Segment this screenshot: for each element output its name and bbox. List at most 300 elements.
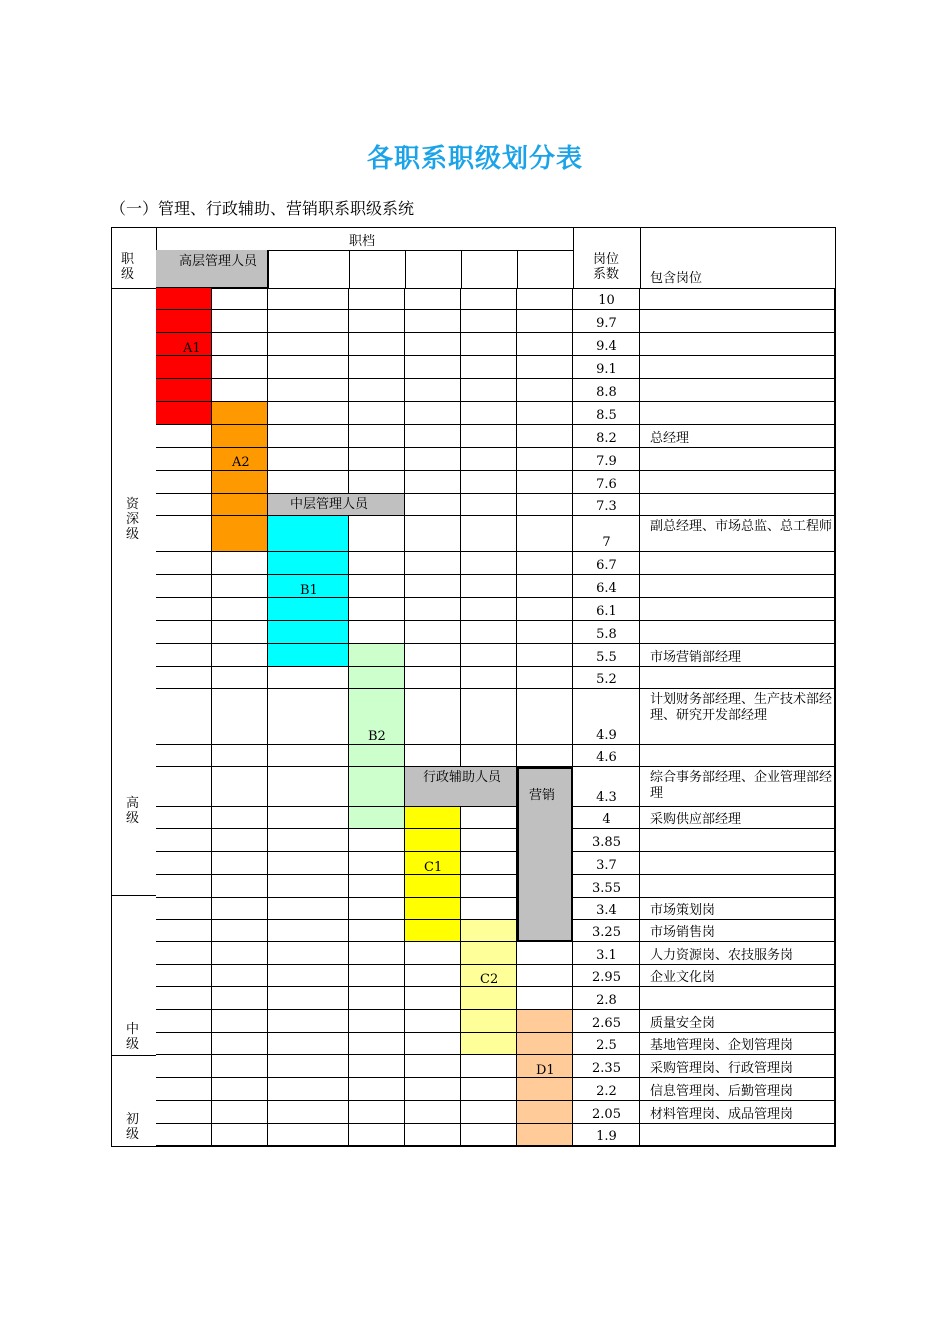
- grid-cell: [268, 1010, 349, 1033]
- grid-cell: [461, 448, 517, 471]
- grid-cell: [268, 471, 349, 494]
- grid-cell: [349, 516, 405, 552]
- coef-value: 8.8: [596, 385, 617, 400]
- grid-cell: [461, 745, 517, 767]
- band-row-line: [349, 806, 405, 807]
- grid-cell: [156, 1010, 212, 1033]
- grid-cell: [212, 310, 268, 333]
- grid-cell: [156, 689, 212, 745]
- grid-cell: [349, 1055, 405, 1078]
- band-row-line: [212, 470, 268, 471]
- band-row-line: [349, 666, 405, 667]
- grid-cell: [212, 1078, 268, 1101]
- grid-cell: [268, 745, 349, 767]
- grid-cell: [517, 402, 573, 425]
- position-list: 计划财务部经理、生产技术部经理、研究开发部经理: [650, 692, 833, 723]
- grid-cell: [156, 745, 212, 767]
- header-vline: [349, 250, 350, 288]
- coef-value: 4.9: [596, 728, 617, 743]
- level-chuji: 初 级: [126, 1112, 140, 1142]
- header-positions-label: 包含岗位: [650, 271, 703, 286]
- coef-value: 2.5: [596, 1038, 617, 1053]
- grid-cell: [517, 987, 573, 1010]
- grid-cell: [349, 552, 405, 575]
- header-vline: [517, 250, 518, 288]
- grid-cell: [405, 1010, 461, 1033]
- grid-cell: [461, 310, 517, 333]
- band-row-line: [268, 551, 349, 552]
- grid-cell: [640, 621, 835, 644]
- grid-cell: [517, 516, 573, 552]
- coef-value: 7: [602, 535, 611, 550]
- grid-cell: [405, 965, 461, 987]
- grid-cell: [156, 471, 212, 494]
- page-title: 各职系职级划分表: [366, 144, 583, 174]
- band-c1-label: C1: [424, 860, 443, 875]
- band-row-line: [268, 643, 349, 644]
- coef-value: 1.9: [596, 1129, 617, 1144]
- band-row-line: [405, 919, 461, 920]
- grid-cell: [405, 745, 461, 767]
- grid-cell: [517, 494, 573, 516]
- grid-cell: [349, 852, 405, 875]
- coef-value: 9.7: [596, 316, 617, 331]
- grid-cell: [640, 829, 835, 852]
- grid-cell: [156, 494, 212, 516]
- grid-cell: [268, 767, 349, 807]
- grid-cell: [268, 1055, 349, 1078]
- grid-cell: [212, 745, 268, 767]
- grid-cell: [156, 516, 212, 552]
- grid-cell: [349, 575, 405, 598]
- band-row-line: [212, 424, 268, 425]
- band-d1-cell: [517, 1010, 573, 1146]
- grid-cell: [349, 1010, 405, 1033]
- grid-cell: [268, 1101, 349, 1124]
- coef-value: 5.8: [596, 627, 617, 642]
- band-a1-label: A1: [183, 341, 201, 356]
- grid-cell: [461, 379, 517, 402]
- coef-value: 5.5: [596, 650, 617, 665]
- band-row-line: [212, 493, 268, 494]
- coef-value: 6.1: [596, 604, 617, 619]
- grid-cell: [517, 356, 573, 379]
- level-gaoji: 高 级: [126, 796, 140, 826]
- coef-value: 9.1: [596, 362, 617, 377]
- grid-cell: [517, 448, 573, 471]
- grid-cell: [349, 1078, 405, 1101]
- grid-cell: [517, 689, 573, 745]
- grid-cell: [640, 1124, 835, 1146]
- grid-cell: [640, 552, 835, 575]
- grid-cell: [212, 288, 268, 310]
- coef-value: 7.3: [596, 499, 617, 514]
- header-vline: [405, 250, 406, 288]
- grid-cell: [268, 379, 349, 402]
- grid-cell: [517, 288, 573, 310]
- grid-cell: [405, 1033, 461, 1055]
- band-d1-label: D1: [536, 1063, 555, 1078]
- grid-cell: [461, 852, 517, 875]
- position-list: 基地管理岗、企划管理岗: [650, 1038, 794, 1053]
- grid-cell: [349, 1124, 405, 1146]
- grid-cell: [405, 425, 461, 448]
- coef-value: 2.05: [592, 1107, 621, 1122]
- grid-cell: [461, 1055, 517, 1078]
- level-sep: [111, 895, 156, 896]
- grid-cell: [405, 471, 461, 494]
- coef-value: 3.1: [596, 948, 617, 963]
- band-row-line: [349, 766, 405, 767]
- grid-cell: [405, 575, 461, 598]
- grid-cell: [156, 425, 212, 448]
- grid-cell: [349, 1101, 405, 1124]
- grid-cell: [268, 356, 349, 379]
- grid-cell: [640, 575, 835, 598]
- grid-cell: [156, 575, 212, 598]
- coef-value: 8.5: [596, 408, 617, 423]
- grid-cell: [517, 745, 573, 767]
- grid-cell: [212, 767, 268, 807]
- position-list: 综合事务部经理、企业管理部经理: [650, 770, 833, 801]
- grid-cell: [405, 689, 461, 745]
- grid-cell: [461, 1101, 517, 1124]
- grid-cell: [156, 852, 212, 875]
- grid-cell: [268, 829, 349, 852]
- band-row-line: [405, 897, 461, 898]
- coef-value: 9.4: [596, 339, 617, 354]
- grid-cell: [461, 356, 517, 379]
- grid-cell: [268, 875, 349, 898]
- grid-cell: [405, 1101, 461, 1124]
- band-row-line: [212, 447, 268, 448]
- grid-cell: [156, 965, 212, 987]
- grid-cell: [517, 552, 573, 575]
- band-edge: [517, 1145, 573, 1146]
- position-list: 人力资源岗、农技服务岗: [650, 948, 794, 963]
- grid-cell: [156, 942, 212, 965]
- grid-cell: [640, 288, 835, 310]
- grid-cell: [268, 852, 349, 875]
- coef-value: 2.8: [596, 993, 617, 1008]
- grid-cell: [212, 621, 268, 644]
- coef-value: 3.55: [592, 881, 621, 896]
- grid-cell: [156, 1124, 212, 1146]
- grid-cell: [268, 1033, 349, 1055]
- grid-cell: [156, 644, 212, 667]
- grid-cell: [268, 987, 349, 1010]
- grid-cell: [268, 942, 349, 965]
- band-row-line: [517, 1123, 573, 1124]
- coef-value: 3.4: [596, 903, 617, 918]
- band-edge: [156, 424, 212, 425]
- grid-cell: [349, 1033, 405, 1055]
- grid-cell: [349, 829, 405, 852]
- grid-cell: [461, 1078, 517, 1101]
- coef-value: 4: [602, 812, 611, 827]
- grid-cell: [212, 1010, 268, 1033]
- grid-cell: [212, 875, 268, 898]
- grid-cell: [156, 829, 212, 852]
- group-senior-label: 高层管理人员: [178, 254, 257, 269]
- grid-cell: [268, 807, 349, 829]
- band-row-line: [461, 964, 517, 965]
- grid-cell: [640, 852, 835, 875]
- grid-cell: [268, 402, 349, 425]
- position-list: 采购管理岗、行政管理岗: [650, 1061, 794, 1076]
- level-zhongji: 中 级: [126, 1022, 140, 1052]
- grid-cell: [212, 1033, 268, 1055]
- grid-cell: [461, 898, 517, 920]
- header-level-label: 职 级: [121, 252, 135, 282]
- grid-cell: [640, 987, 835, 1010]
- grid-cell: [461, 288, 517, 310]
- grid-cell: [268, 667, 349, 689]
- grid-cell: [640, 402, 835, 425]
- position-list: 企业文化岗: [650, 970, 716, 985]
- position-list: 质量安全岗: [650, 1016, 716, 1031]
- grid-cell: [156, 767, 212, 807]
- grid-cell: [517, 379, 573, 402]
- grid-cell: [156, 552, 212, 575]
- grid-cell: [405, 667, 461, 689]
- grid-cell: [461, 425, 517, 448]
- coef-value: 7.6: [596, 477, 617, 492]
- grid-cell: [640, 598, 835, 621]
- group-admin-label: 行政辅助人员: [422, 770, 501, 785]
- grid-cell: [405, 402, 461, 425]
- grid-cell: [640, 494, 835, 516]
- grid-cell: [349, 288, 405, 310]
- grid-cell: [461, 471, 517, 494]
- band-a2-label: A2: [232, 455, 250, 470]
- band-b1-label: B1: [300, 583, 318, 598]
- grid-cell: [405, 1078, 461, 1101]
- grid-cell: [405, 516, 461, 552]
- grid-cell: [640, 875, 835, 898]
- grid-cell: [640, 310, 835, 333]
- grid-cell: [461, 1124, 517, 1146]
- grid-cell: [268, 965, 349, 987]
- grid-cell: [268, 898, 349, 920]
- band-row-line: [461, 1032, 517, 1033]
- position-list: 信息管理岗、后勤管理岗: [650, 1084, 794, 1099]
- band-row-line: [349, 688, 405, 689]
- grid-cell: [268, 310, 349, 333]
- level-sep: [111, 1055, 156, 1056]
- grid-cell: [461, 829, 517, 852]
- grid-cell: [461, 598, 517, 621]
- grid-cell: [349, 425, 405, 448]
- grid-cell: [349, 875, 405, 898]
- grid-cell: [212, 1055, 268, 1078]
- grid-cell: [212, 356, 268, 379]
- header-vline: [640, 227, 641, 288]
- band-row-line: [405, 828, 461, 829]
- header-zhidang-label: 职档: [349, 234, 376, 249]
- grid-cell: [461, 333, 517, 356]
- grid-cell: [461, 807, 517, 829]
- grid-cell: [405, 942, 461, 965]
- grid-cell: [268, 333, 349, 356]
- grid-cell: [405, 552, 461, 575]
- grid-cell: [517, 621, 573, 644]
- grid-cell: [268, 689, 349, 745]
- grid-cell: [405, 494, 461, 516]
- band-row-line: [517, 1054, 573, 1055]
- grid-cell: [212, 598, 268, 621]
- band-edge: [349, 828, 405, 829]
- grid-cell: [517, 425, 573, 448]
- band-row-line: [461, 941, 517, 942]
- grid-cell: [517, 310, 573, 333]
- grid-cell: [461, 621, 517, 644]
- grid-cell: [156, 667, 212, 689]
- grid-cell: [640, 333, 835, 356]
- grid-cell: [405, 356, 461, 379]
- grid-cell: [212, 689, 268, 745]
- grid-cell: [349, 920, 405, 942]
- grid-cell: [212, 829, 268, 852]
- grid-cell: [640, 356, 835, 379]
- grid-cell: [349, 356, 405, 379]
- grid-cell: [461, 402, 517, 425]
- coef-value: 3.7: [596, 858, 617, 873]
- band-row-line: [517, 1032, 573, 1033]
- grid-cell: [156, 1055, 212, 1078]
- section-subtitle: （一）管理、行政辅助、营销职系职级系统: [110, 199, 415, 218]
- coef-value: 3.25: [592, 925, 621, 940]
- group-middle-label: 中层管理人员: [290, 497, 369, 512]
- grid-cell: [212, 333, 268, 356]
- band-b2-label: B2: [368, 729, 386, 744]
- grid-cell: [156, 987, 212, 1010]
- grid-cell: [461, 575, 517, 598]
- grid-cell: [517, 471, 573, 494]
- coef-value: 2.65: [592, 1016, 621, 1031]
- level-zishen: 资 深 级: [126, 497, 140, 542]
- grid-cell: [349, 402, 405, 425]
- position-list: 市场销售岗: [650, 925, 716, 940]
- grid-cell: [349, 333, 405, 356]
- grid-cell: [517, 644, 573, 667]
- grid-cell: [268, 288, 349, 310]
- coef-value: 4.6: [596, 750, 617, 765]
- grid-cell: [640, 448, 835, 471]
- coef-value: 10: [598, 293, 615, 308]
- grid-cell: [156, 920, 212, 942]
- grid-cell: [212, 644, 268, 667]
- band-c2-label: C2: [480, 972, 499, 987]
- grid-cell: [156, 1078, 212, 1101]
- grid-cell: [349, 379, 405, 402]
- grid-cell: [156, 621, 212, 644]
- position-list: 市场营销部经理: [650, 650, 742, 665]
- band-edge: [461, 1054, 517, 1055]
- grid-cell: [156, 1033, 212, 1055]
- band-row-line: [349, 744, 405, 745]
- grid-cell: [212, 1124, 268, 1146]
- grid-cell: [212, 379, 268, 402]
- grid-cell: [517, 965, 573, 987]
- grid-cell: [461, 494, 517, 516]
- band-row-line: [156, 309, 212, 310]
- grid-cell: [156, 807, 212, 829]
- header-vline: [461, 250, 462, 288]
- grid-cell: [156, 598, 212, 621]
- grid-cell: [517, 575, 573, 598]
- grid-cell: [405, 1124, 461, 1146]
- grid-cell: [405, 1055, 461, 1078]
- coef-value: 2.35: [592, 1061, 621, 1076]
- band-row-line: [517, 1100, 573, 1101]
- grid-cell: [461, 875, 517, 898]
- grid-cell: [212, 552, 268, 575]
- band-edge: [212, 551, 268, 552]
- grid-cell: [349, 310, 405, 333]
- grid-cell: [405, 598, 461, 621]
- grid-cell: [212, 807, 268, 829]
- grid-cell: [212, 852, 268, 875]
- grid-cell: [461, 516, 517, 552]
- grid-cell: [405, 333, 461, 356]
- grid-cell: [517, 942, 573, 965]
- band-row-line: [156, 332, 212, 333]
- band-edge: [268, 666, 349, 667]
- band-row-line: [212, 515, 268, 516]
- grid-cell: [349, 621, 405, 644]
- position-list: 副总经理、市场总监、总工程师: [650, 519, 833, 534]
- grid-cell: [349, 448, 405, 471]
- header-vline: [573, 227, 574, 288]
- grid-cell: [212, 575, 268, 598]
- grid-cell: [640, 667, 835, 689]
- grid-cell: [349, 942, 405, 965]
- coef-value: 7.9: [596, 454, 617, 469]
- grid-cell: [405, 379, 461, 402]
- grid-cell: [212, 920, 268, 942]
- grid-cell: [405, 310, 461, 333]
- grid-cell: [212, 667, 268, 689]
- grid-cell: [212, 898, 268, 920]
- position-list: 总经理: [650, 431, 690, 446]
- coef-value: 4.3: [596, 790, 617, 805]
- group-sales-label: 营销: [529, 788, 556, 803]
- grid-cell: [517, 333, 573, 356]
- header-coef-label: 岗位 系数: [593, 252, 620, 282]
- grid-cell: [517, 667, 573, 689]
- grid-cell: [405, 621, 461, 644]
- grid-cell: [268, 425, 349, 448]
- band-row-line: [461, 1009, 517, 1010]
- grid-cell: [640, 745, 835, 767]
- grid-cell: [268, 1124, 349, 1146]
- grid-cell: [461, 552, 517, 575]
- grid-cell: [349, 471, 405, 494]
- grid-cell: [268, 920, 349, 942]
- grid-cell: [156, 448, 212, 471]
- grid-cell: [640, 471, 835, 494]
- grid-cell: [349, 898, 405, 920]
- grid-cell: [349, 987, 405, 1010]
- grid-cell: [212, 1101, 268, 1124]
- band-row-line: [156, 401, 212, 402]
- grid-cell: [268, 1078, 349, 1101]
- coef-value: 8.2: [596, 431, 617, 446]
- grid-cell: [268, 448, 349, 471]
- coef-value: 2.2: [596, 1084, 617, 1099]
- grid-cell: [156, 875, 212, 898]
